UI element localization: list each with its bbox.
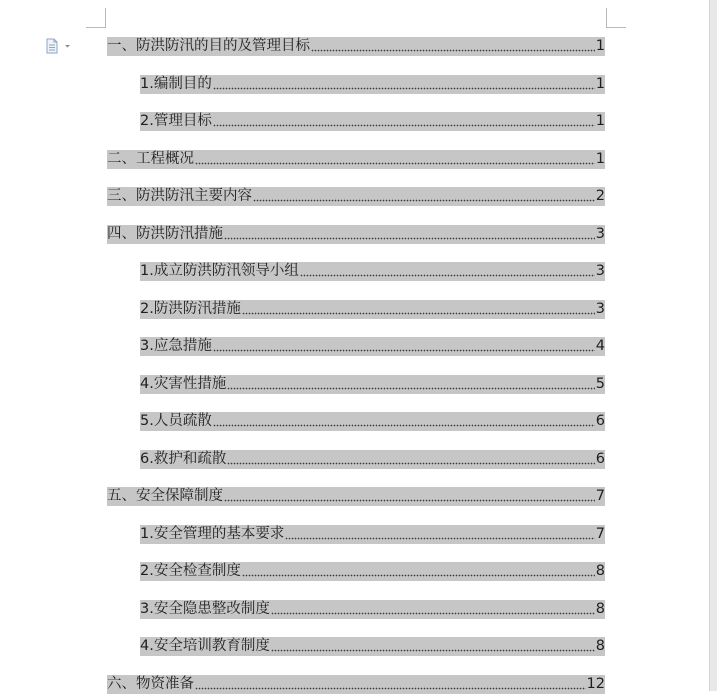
toc-entry[interactable]	[107, 37, 605, 56]
toc-entry-title: 4.安全培训教育制度	[140, 638, 270, 654]
toc-dot-leader	[213, 124, 595, 127]
toc-entry[interactable]	[140, 112, 605, 131]
toc-entry-page-number: 1	[595, 76, 605, 92]
toc-entry-title: 四、防洪防汛措施	[107, 226, 223, 242]
toc-dot-leader	[227, 462, 594, 465]
toc-entry-title: 二、工程概况	[107, 151, 194, 167]
toc-entry-page-number: 1	[595, 38, 605, 54]
toc-dot-leader	[213, 349, 595, 352]
toc-dot-leader	[213, 87, 595, 90]
toc-entry-page-number: 2	[595, 188, 605, 204]
toc-entry-title: 1.成立防洪防汛领导小组	[140, 263, 299, 279]
toc-entry[interactable]	[107, 675, 605, 694]
toc-dot-leader	[300, 274, 595, 277]
chevron-down-icon	[65, 45, 70, 48]
toc-entry-title: 五、安全保障制度	[107, 488, 223, 504]
toc-entry[interactable]	[107, 225, 605, 244]
toc-entry-title: 3.安全隐患整改制度	[140, 601, 270, 617]
toc-entry[interactable]	[140, 450, 605, 469]
toc-entry-title: 一、防洪防汛的目的及管理目标	[107, 38, 310, 54]
toc-entry-title: 三、防洪防汛主要内容	[107, 188, 252, 204]
toc-entry[interactable]	[140, 412, 605, 431]
toc-entry-page-number: 1	[595, 113, 605, 129]
toc-entry-page-number: 7	[595, 526, 605, 542]
document-menu-icon[interactable]	[45, 38, 73, 54]
toc-dot-leader	[195, 162, 595, 165]
toc-entry[interactable]	[140, 637, 605, 656]
document-icon	[45, 38, 73, 54]
toc-dot-leader	[224, 237, 595, 240]
toc-dot-leader	[285, 537, 594, 540]
toc-entry[interactable]	[140, 375, 605, 394]
toc-entry[interactable]	[140, 262, 605, 281]
toc-entry-title: 6.救护和疏散	[140, 451, 227, 467]
toc-entry-page-number: 7	[595, 488, 605, 504]
toc-entry-page-number: 3	[595, 263, 605, 279]
toc-dot-leader	[242, 312, 595, 315]
toc-dot-leader	[224, 499, 595, 502]
toc-dot-leader	[242, 574, 595, 577]
toc-entry-page-number: 8	[595, 638, 605, 654]
toc-entry-page-number: 8	[595, 563, 605, 579]
page-margin-corner-left	[86, 8, 106, 28]
toc-dot-leader	[271, 649, 595, 652]
toc-dot-leader	[195, 687, 586, 690]
toc-entry-page-number: 6	[595, 413, 605, 429]
toc-entry[interactable]	[140, 75, 605, 94]
toc-entry-page-number: 3	[595, 301, 605, 317]
toc-entry-page-number: 5	[595, 376, 605, 392]
toc-entry[interactable]	[107, 150, 605, 169]
toc-entry[interactable]	[140, 300, 605, 319]
toc-entry[interactable]	[140, 525, 605, 544]
toc-dot-leader	[253, 199, 595, 202]
toc-entry-title: 六、物资准备	[107, 676, 194, 692]
toc-entry[interactable]	[107, 187, 605, 206]
toc-entry-page-number: 1	[595, 151, 605, 167]
toc-dot-leader	[227, 387, 594, 390]
toc-entry-page-number: 12	[586, 676, 605, 692]
toc-dot-leader	[213, 424, 595, 427]
toc-dot-leader	[311, 49, 595, 52]
toc-entry-title: 4.灾害性措施	[140, 376, 227, 392]
toc-entry-title: 5.人员疏散	[140, 413, 212, 429]
scrollbar-track[interactable]	[709, 0, 717, 691]
page-margin-corner-right	[606, 8, 626, 28]
toc-entry-title: 1.安全管理的基本要求	[140, 526, 285, 542]
toc-entry-title: 2.防洪防汛措施	[140, 301, 241, 317]
toc-entry-title: 2.安全检查制度	[140, 563, 241, 579]
toc-entry-page-number: 6	[595, 451, 605, 467]
toc-entry-page-number: 8	[595, 601, 605, 617]
toc-entry-title: 1.编制目的	[140, 76, 212, 92]
toc-entry[interactable]	[140, 337, 605, 356]
toc-entry[interactable]	[140, 600, 605, 619]
toc-entry-page-number: 4	[595, 338, 605, 354]
toc-entry-page-number: 3	[595, 226, 605, 242]
toc-entry-title: 2.管理目标	[140, 113, 212, 129]
toc-dot-leader	[271, 612, 595, 615]
toc-entry[interactable]	[107, 487, 605, 506]
toc-entry[interactable]	[140, 562, 605, 581]
toc-entry-title: 3.应急措施	[140, 338, 212, 354]
